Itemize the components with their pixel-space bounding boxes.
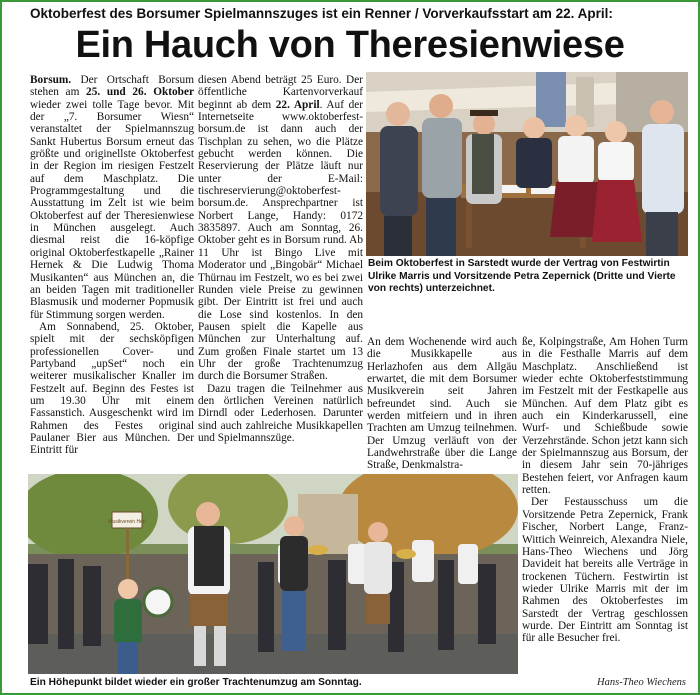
photo-contract-signing <box>366 72 688 256</box>
kicker: Oktoberfest des Borsumer Spielmannszuges ist ein Renner / Vorverkaufsstart am 22. April: <box>30 6 613 21</box>
byline: Hans-Theo Wiechens <box>597 677 686 688</box>
column-4 <box>522 336 688 676</box>
column-3 <box>367 336 517 471</box>
column-1 <box>30 74 194 476</box>
paragraph: ße, Kolpingstraße, Am Hohen Turm in die Festhalle Marris auf dem Maschplatz. Anschließend ist wieder echte Oktoberfeststimmung im Festzelt mit der Festkapelle aus München. Auf dem Platz gibt es auch ein Kinderkarussell, eine Wurf- und Schießbude sowie Verzehrstände. Schon jetzt kann sich der Spielmannszug aus Borsum, der in diesem Jahr sein 70-jähriges Bestehen feiert, vor Anfragen kaum retten. <box>522 336 688 497</box>
photo1-caption: Beim Oktoberfest in Sarstedt wurde der Vertrag von Festwirtin Ulrike Marris und Vorsitzende Petra Zepernick (Dritte und Vierte von rechts) unterzeichnet. <box>368 258 676 295</box>
headline: Ein Hauch von Theresienwiese <box>75 24 625 66</box>
paragraph: Borsum. Der Ortschaft Borsum stehen am 25. und 26. Oktober wieder zwei tolle Tage bevor. Mit der „7. Borsumer Wiesn“ veranstaltet der Spielmannszug Sankt Hubertus Borsum erneut das größte und originellste Oktoberfest in der Region im riesigen Festzelt auf dem Maschplatz. Die Programmgestaltung und die Ausstattung im Zelt ist wie beim Oktoberfest auf der Theresienwiese in München ausgelegt. Auch diesmal reist die 16-köpfige original Oktoberfestkapelle „Rainer Hernek & Die Ludwig Thoma Musikanten“ aus München an, die an beiden Tagen mit traditioneller Blasmusik und moderner Popmusik für Stimmung sorgen werden. <box>30 74 194 321</box>
column-2 <box>198 74 363 476</box>
paragraph: diesen Abend beträgt 25 Euro. Der öffentliche Kartenvorverkauf beginnt ab dem 22. April. Auf der Internetseite www.oktoberfest-borsum.de ist dann auch der Tischplan zu sehen, wo die Plätze gebucht werden können. Die Reservierung der Plätze läuft nur unter der E-Mail: tischreservierung@oktoberfest-borsum.de. Ansprechpartner ist Norbert Lange, Handy: 0172 3835897. Auch am Sonntag, 26. Oktober geht es in Borsum rund. Ab 11 Uhr ist Bingo Live mit Moderator und „Bingobär“ Michael Thürnau im Festzelt, wo es bei zwei Runden viele Preise zu gewinnen gibt. Der Eintritt ist frei und auch die Lose sind kostenlos. In den Pausen spielt die Kapelle aus München zur Unterhaltung auf. Zum großen Finale startet um 13 Uhr der große Trachtenumzug durch die Borsumer Straßen. <box>198 74 363 383</box>
paragraph: Der Festausschuss um die Vorsitzende Petra Zepernick, Frank Fischer, Norbert Lange, Franz-Wittich Weinreich, Alexandra Niele, Hans-Theo Wiechens und Jörg Davideit hat bereits alle Verträge in trockenen Tüchern. Festwirtin ist wieder Ulrike Marris mit der im Rahmen des Oktoberfestes im Sarstedt der Vertrag geschlossen wurde. Der Eintritt am Sonntag ist für alle Besucher frei. <box>522 496 688 645</box>
paragraph: An dem Wochenende wird auch die Musikkapelle aus Herlazhofen aus dem Allgäu erwartet, die mit dem Borsumer Musikverein seit Jahren befreundet sind. Auch sie werden mitfeiern und in ihren Trachten am Umzug teilnehmen. Der Umzug verläuft von der Landwehrstraße über die Lange Straße, Denkmalstra- <box>367 336 517 471</box>
paragraph: Am Sonnabend, 25. Oktober, spielt mit der sechsköpfigen professionellen Cover- und Partyband „upSet“ noch ein weiterer musikalischer Knaller im Festzelt auf. Beginn des Festes ist um 19.30 Uhr mit einem Fassanstich. Ausgeschenkt wird im Rahmen des Festes original Paulaner Bier aus München. Der Eintritt für <box>30 320 194 457</box>
parade-sign: Musikverein Herl <box>108 519 146 525</box>
photo-parade <box>28 474 518 674</box>
photo2-caption: Ein Höhepunkt bildet wieder ein großer Trachtenumzug am Sonntag. <box>30 677 362 688</box>
paragraph: Dazu tragen die Teilnehmer aus den örtlichen Vereinen natürlich Dirndl oder Lederhosen. Darunter sind auch zahlreiche Musikkapellen und Spielmannszüge. <box>198 382 363 444</box>
dateline: Borsum. <box>30 74 72 86</box>
